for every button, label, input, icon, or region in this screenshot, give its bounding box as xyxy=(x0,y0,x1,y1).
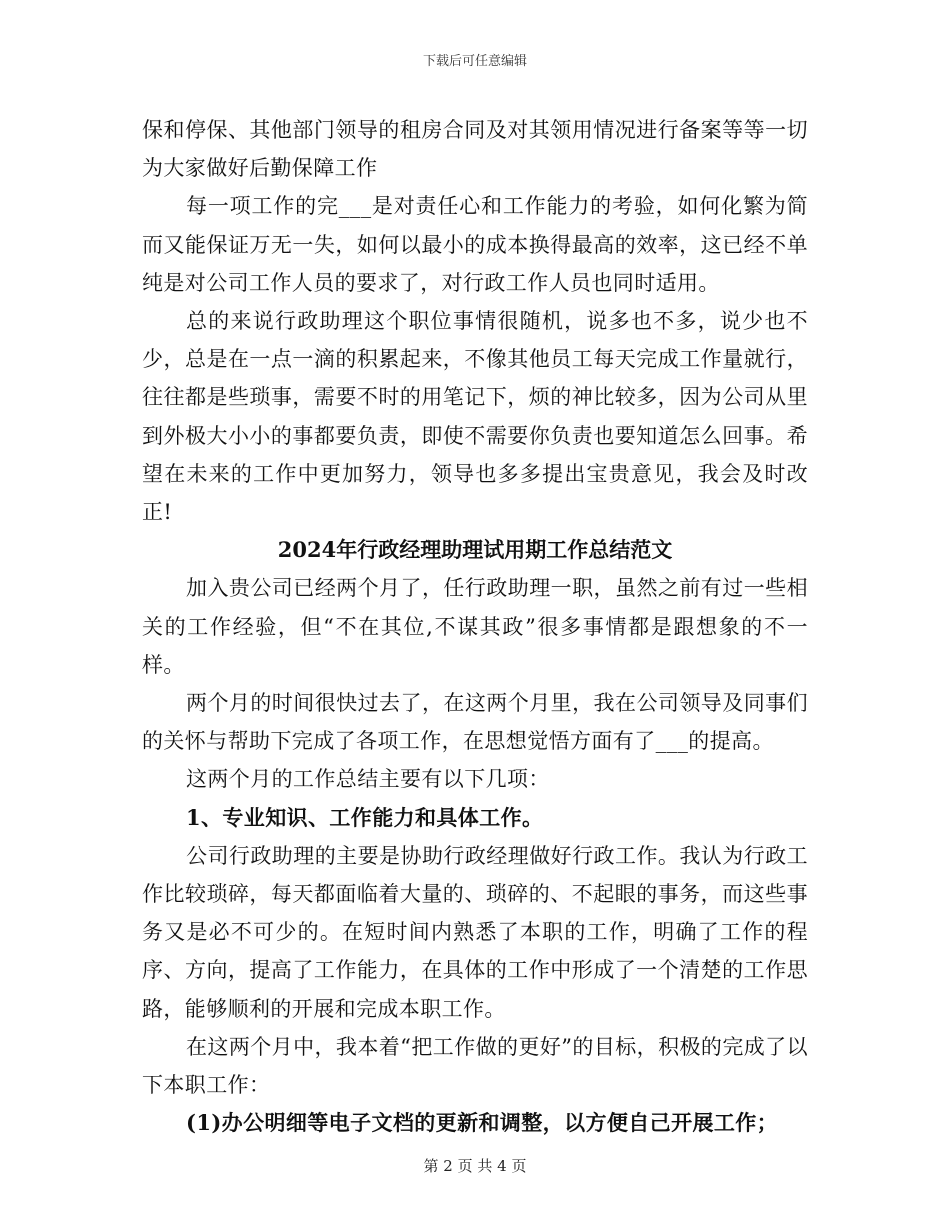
page-header: 下载后可任意编辑 xyxy=(422,54,527,69)
page-footer: 第 2 页 共 4 页 xyxy=(423,1157,527,1175)
paragraph: 每一项工作的完___是对责任心和工作能力的考验，如何化繁为简而又能保证万无一失，如何以最小的成本换得最高的效率，这已经不单纯是对公司工作人员的要求了，对行政工作人员也同时适用。 xyxy=(142,194,808,295)
paragraph: 总的来说行政助理这个职位事情很随机，说多也不多，说少也不少，总是在一点一滴的积累起来，不像其他员工每天完成工作量就行，往往都是些琐事，需要不时的用笔记下，烦的神比较多，因为公司从里到外极大小小的事都要负责，即使不需要你负责也要知道怎么回事。希望在未来的工作中更加努力，领导也多多提出宝贵意见，我会及时改正! xyxy=(142,309,808,525)
paragraph-continuation: 保和停保、其他部门领导的租房合同及对其领用情况进行备案等等一切为大家做好后勤保障工作 xyxy=(142,118,808,181)
section-title: 2024年行政经理助理试用期工作总结范文 xyxy=(277,537,673,563)
document-body xyxy=(142,111,808,1142)
paragraph: 这两个月的工作总结主要有以下几项： xyxy=(186,767,550,792)
paragraph: 两个月的时间很快过去了，在这两个月里，我在公司领导及同事们的关怀与帮助下完成了各项工作，在思想觉悟方面有了___的提高。 xyxy=(142,691,808,754)
subheading: 1、专业知识、工作能力和具体工作。 xyxy=(186,804,544,830)
subheading: (1)办公明细等电子文档的更新和调整，以方便自己开展工作； xyxy=(186,1110,779,1136)
paragraph: 在这两个月中，我本着“把工作做的更好”的目标，积极的完成了以下本职工作： xyxy=(142,1034,808,1098)
paragraph: 加入贵公司已经两个月了，任行政助理一职，虽然之前有过一些相关的工作经验，但“不在其位,不谋其政”很多事情都是跟想象的不一样。 xyxy=(142,576,808,677)
paragraph: 公司行政助理的主要是协助行政经理做好行政工作。我认为行政工作比较琐碎，每天都面临着大量的、琐碎的、不起眼的事务，而这些事务又是必不可少的。在短时间内熟悉了本职的工作，明确了工作的程序、方向，提高了工作能力，在具体的工作中形成了一个清楚的工作思路，能够顺利的开展和完成本职工作。 xyxy=(142,843,808,1021)
